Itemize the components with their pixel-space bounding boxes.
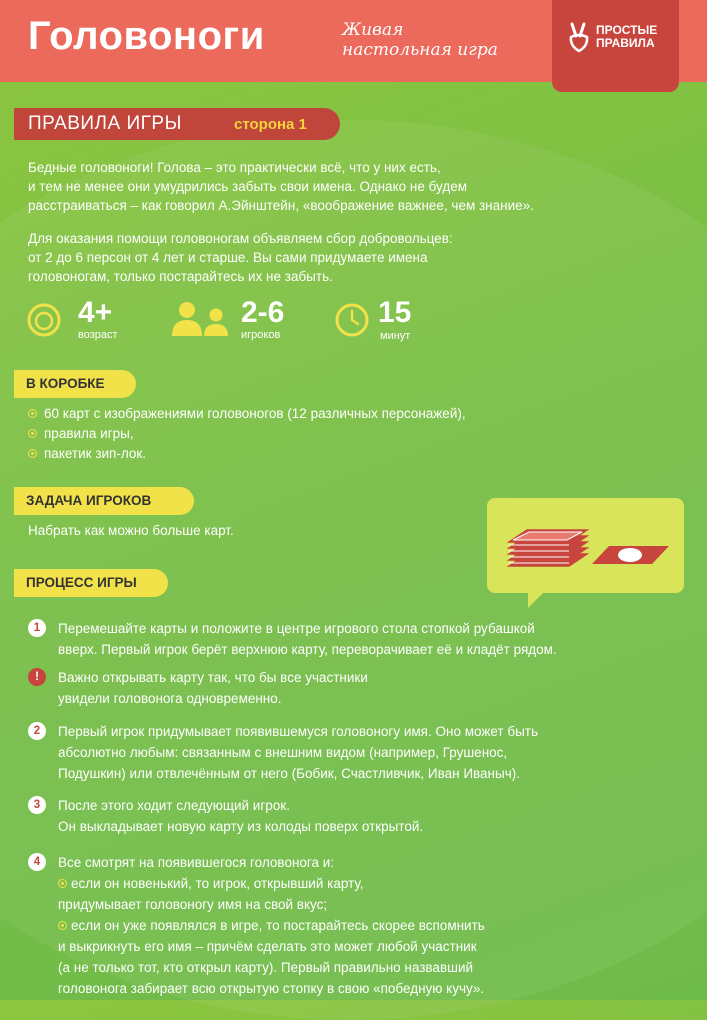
bullet-icon [28,449,37,458]
bullet-icon [28,409,37,418]
text-line: придумывает головоногу имя на свой вкус; [58,897,328,912]
section-heading-box [14,370,136,398]
rules-title: ПРАВИЛА ИГРЫ [28,113,182,134]
text-line: головоногам, только постарайтесь их не забыть. [28,269,333,284]
list-item-text: пакетик зип-лок. [44,446,147,461]
rules-side-label: сторона 1 [234,116,307,133]
list-item [28,444,648,464]
step-text [58,852,698,999]
text-line: Перемешайте карты и положите в центре игрового стола стопкой рубашкой [58,621,535,636]
text-line: увидели головонога одновременно. [58,691,282,706]
step-1 [28,618,688,660]
step-3 [28,795,688,837]
age-label: возраст [78,329,118,341]
time-label: минут [380,330,411,342]
intro-paragraph-2 [28,229,678,286]
text-line: Первый игрок придумывает появившемуся головоногу имя. Оно может быть [58,724,539,739]
text-line: Он выкладывает новую карту из колоды поверх открытой. [58,819,424,834]
section-heading-text: ПРОЦЕСС ИГРЫ [26,575,137,590]
section-heading-process [14,569,168,597]
subtitle-line: настольная игра [342,40,498,60]
bullet-icon [58,879,67,888]
bullet-icon [28,429,37,438]
text-line: расстраиваться – как говорил А.Эйнштейн, «воображение важнее, чем знание». [28,198,534,213]
text-line: от 2 до 6 персон от 4 лет и старше. Вы сами придумаете имена [28,250,428,265]
step-text [58,721,698,784]
step-number: 2 [28,722,46,740]
clock-icon [334,302,370,338]
players-icon [170,300,232,338]
logo-line: ПРАВИЛА [596,36,655,50]
list-item-text: правила игры, [44,426,134,441]
box-list [28,404,648,464]
list-item-text: 60 карт с изображениями головоногов (12 различных персонажей), [44,406,466,421]
step-text [58,795,698,837]
bubble-tail [528,592,544,608]
logo-text [596,24,666,50]
text-line: головонога забирает всю открытую стопку в свою «победную кучу». [58,981,485,996]
bullet-icon [58,921,67,930]
step-number: 1 [28,619,46,637]
time-value: 15 [378,296,412,329]
section-heading-goal [14,487,194,515]
card-stack-icon [487,498,684,593]
warning-icon: ! [28,668,46,686]
text-line: Подушкин) или отвлечённым от него (Бобик, Счастливчик, Иван Иваныч). [58,766,520,781]
text-line: и тем не менее они умудрились забыть свои имена. Однако не будем [28,179,468,194]
text-line: абсолютно любым: связанным с внешним видом (например, Грушенос, [58,745,508,760]
step-text [58,667,698,709]
players-label: игроков [241,329,281,341]
text-fragment: если он новенький, то игрок, открывший карту, [71,876,364,891]
text-line [58,915,698,936]
brand-logo [552,0,679,92]
text-fragment: если он уже появлялся в игре, то постарайтесь скорее вспомнить [71,918,485,933]
rules-banner [14,108,340,140]
text-line: После этого ходит следующий игрок. [58,798,290,813]
text-line: вверх. Первый игрок берёт верхнюю карту, переворачивает её и кладёт рядом. [58,642,557,657]
step-4 [28,852,688,999]
text-line: (а не только тот, кто открыл карту). Первый правильно назвавший [58,960,474,975]
list-item [28,424,648,444]
text-line [58,873,698,894]
face-icon [26,302,62,338]
section-heading-text: ЗАДАЧА ИГРОКОВ [26,493,152,508]
text-line: Все смотрят на появившегося головонога и: [58,855,335,870]
section-heading-text: В КОРОБКЕ [26,376,105,391]
warning-note [28,667,688,709]
subtitle-line: Живая [342,20,404,40]
intro-paragraph-1 [28,158,678,215]
age-value: 4+ [78,296,113,329]
page-title: Головоноги [28,14,265,58]
list-item [28,404,648,424]
subtitle [342,20,542,60]
step-number: 4 [28,853,46,871]
text-line: и выкрикнуть его имя – причём сделать это может любой участник [58,939,477,954]
text-line: Важно открывать карту так, что бы все участники [58,670,368,685]
hand-victory-icon [566,22,592,54]
step-text [58,618,698,660]
players-value: 2-6 [241,296,285,329]
step-2 [28,721,688,784]
step-number: 3 [28,796,46,814]
cards-illustration [487,498,684,593]
logo-line: ПРОСТЫЕ [596,23,658,37]
goal-text: Набрать как можно больше карт. [28,523,234,538]
text-line: Для оказания помощи головоногам объявляем сбор добровольцев: [28,231,453,246]
text-line: Бедные головоноги! Голова – это практически всё, что у них есть, [28,160,441,175]
